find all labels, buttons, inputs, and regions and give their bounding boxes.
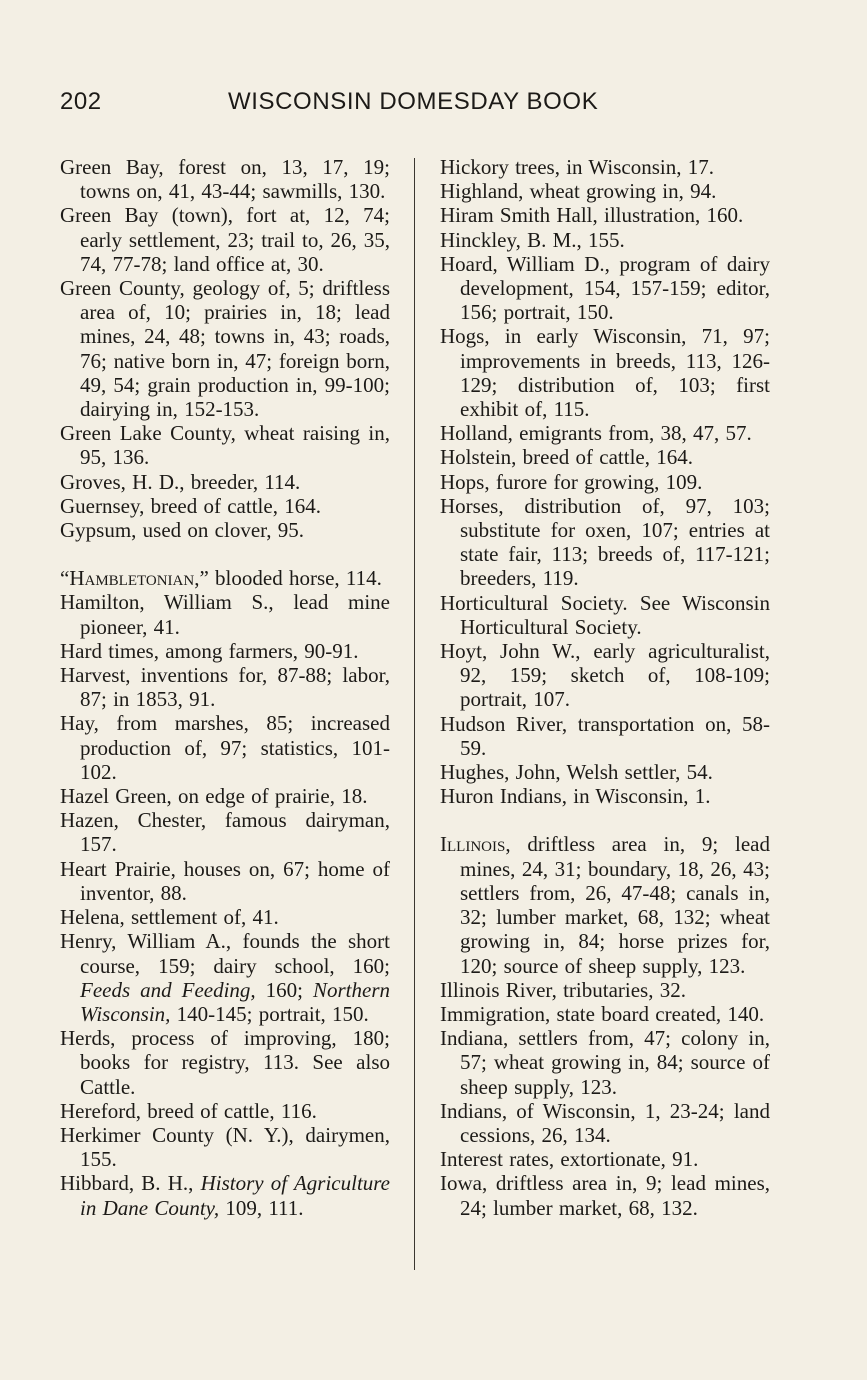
entry-text: Hazen, Chester, famous dairyman, 157. <box>60 808 390 857</box>
entry-text: ,” blooded horse, 114. <box>194 566 382 591</box>
entry-text: Hogs, in early Wisconsin, 71, 97; improvements in breeds, 113, 126-129; distribution of, 103; first exhibit of, 115. <box>440 324 770 422</box>
entry-text: Hudson River, transportation on, 58-59. <box>440 711 770 760</box>
index-entry <box>60 1099 390 1123</box>
entry-italic-text: Feeds and Feeding, <box>80 977 256 1002</box>
index-entry <box>60 276 390 421</box>
entry-text: Hard times, among farmers, 90-91. <box>60 638 359 663</box>
entry-text: Immigration, state board created, 140. <box>440 1001 765 1026</box>
index-entry <box>440 421 770 445</box>
entry-text: Hereford, breed of cattle, 116. <box>60 1098 317 1123</box>
index-entry <box>60 1171 390 1219</box>
index-entry <box>440 978 770 1002</box>
entry-smallcaps-text: Illinois <box>440 832 506 857</box>
entry-smallcaps-text: Hambletonian <box>69 566 195 591</box>
book-title: WISCONSIN DOMESDAY BOOK <box>228 88 599 115</box>
entry-text: 140-145; portrait, 150. <box>170 1001 369 1026</box>
entry-text: , driftless area in, 9; lead mines, 24, 31; boundary, 18, 26, 43; settlers from, 26, 47-48; canals in, 32; lumber market, 68, 132; wheat growing in, 84; horse prizes for, 120; source of sheep supply, 123. <box>460 832 770 978</box>
index-entry <box>60 784 390 808</box>
entry-text: Iowa, driftless area in, 9; lead mines, 24; lumber market, 68, 132. <box>440 1171 770 1220</box>
index-entry <box>440 1002 770 1026</box>
column-divider <box>414 158 415 1270</box>
index-entry <box>440 252 770 325</box>
entry-text: Guernsey, breed of cattle, 164. <box>60 493 321 518</box>
entry-text: Hazel Green, on edge of prairie, 18. <box>60 784 368 809</box>
entry-text: Indians, of Wisconsin, 1, 23-24; land cessions, 26, 134. <box>440 1098 770 1147</box>
page-number: 202 <box>60 88 102 115</box>
index-entry <box>60 639 390 663</box>
index-column-left <box>60 155 390 1220</box>
index-entry <box>60 857 390 905</box>
entry-text: 160; <box>255 977 313 1002</box>
entry-text: Herkimer County (N. Y.), dairymen, 155. <box>60 1122 390 1172</box>
index-entry <box>60 808 390 856</box>
entry-italic-text: Northern Wisconsin, <box>80 977 390 1026</box>
entry-text: Hiram Smith Hall, illustration, 160. <box>440 203 744 228</box>
entry-text: Hinckley, B. M., 155. <box>440 227 625 252</box>
entry-text: Herds, process of improving, 180; books for registry, 113. See also Cattle. <box>60 1026 390 1099</box>
index-entry <box>440 228 770 252</box>
index-entry <box>60 1026 390 1099</box>
entry-text: “ <box>60 566 70 591</box>
entry-text: Holland, emigrants from, 38, 47, 57. <box>440 421 752 446</box>
index-entry <box>440 203 770 227</box>
index-entry <box>440 324 770 421</box>
entry-text: Hoard, William D., program of dairy development, 154, 157-159; editor, 156; portrait, 150. <box>440 251 770 325</box>
entry-text: 109, 111. <box>219 1195 304 1220</box>
entry-text: Harvest, inventions for, 87-88; labor, 87; in 1853, 91. <box>60 663 390 712</box>
entry-text: Interest rates, extortionate, 91. <box>440 1147 699 1172</box>
index-entry <box>60 1123 390 1171</box>
entry-text: Hay, from marshes, 85; increased production of, 97; statistics, 101-102. <box>60 711 390 784</box>
index-entry <box>60 663 390 711</box>
entry-text: Huron Indians, in Wisconsin, 1. <box>440 784 711 809</box>
entry-italic-text: History of Agriculture in Dane County, <box>80 1171 390 1220</box>
index-entry <box>60 929 390 1026</box>
entry-text: Hamilton, William S., lead mine pioneer, 41. <box>60 590 390 639</box>
entry-text: Hoyt, John W., early agriculturalist, 92, 159; sketch of, 108-109; portrait, 107. <box>440 639 770 712</box>
index-column-right <box>440 155 770 1220</box>
index-entry <box>440 494 770 591</box>
entry-text: Green County, geology of, 5; driftless area of, 10; prairies in, 18; lead mines, 24, 48; towns in, 43; roads, 76; native born in, 47; foreign born, 49, 54; grain production in, 99-100; dairying in, 152-153. <box>60 276 390 422</box>
entry-text: Green Lake County, wheat raising in, 95, 136. <box>60 421 390 470</box>
entry-text: Hibbard, B. H., <box>60 1171 201 1196</box>
entry-text: Horses, distribution of, 97, 103; substitute for oxen, 107; entries at state fair, 113; breeds of, 117-121; breeders, 119. <box>440 493 770 591</box>
entry-text: Hughes, John, Welsh settler, 54. <box>440 760 713 785</box>
index-entry <box>440 1099 770 1147</box>
index-entry <box>60 494 390 518</box>
entry-text: Gypsum, used on clover, 95. <box>60 518 305 543</box>
index-entry <box>440 1026 770 1099</box>
index-entry <box>60 711 390 784</box>
entry-text: Henry, William A., founds the short course, 159; dairy school, 160; <box>60 929 390 978</box>
index-entry <box>440 712 770 760</box>
entry-text: Heart Prairie, houses on, 67; home of inventor, 88. <box>60 856 390 905</box>
index-entry <box>60 421 390 469</box>
entry-text: Helena, settlement of, 41. <box>60 905 279 930</box>
running-head <box>60 88 815 122</box>
entry-text: Horticultural Society. See Wisconsin Horticultural Society. <box>440 590 770 639</box>
index-entry <box>440 179 770 203</box>
index-entry <box>440 832 770 977</box>
index-entry <box>60 518 390 542</box>
index-entry <box>60 590 390 638</box>
index-entry <box>60 470 390 494</box>
index-entry <box>60 566 390 590</box>
index-entry <box>440 591 770 639</box>
index-entry <box>60 905 390 929</box>
index-entry <box>60 203 390 276</box>
index-entry <box>440 470 770 494</box>
index-entry <box>60 155 390 203</box>
index-entry <box>440 760 770 784</box>
entry-text: Hickory trees, in Wisconsin, 17. <box>440 155 714 179</box>
index-entry <box>440 1147 770 1171</box>
entry-text: Green Bay, forest on, 13, 17, 19; towns on, 41, 43-44; sawmills, 130. <box>60 155 390 204</box>
entry-text: Groves, H. D., breeder, 114. <box>60 469 301 494</box>
index-entry <box>440 1171 770 1219</box>
entry-text: Hops, furore for growing, 109. <box>440 469 703 494</box>
index-entry <box>440 784 770 808</box>
index-entry <box>440 445 770 469</box>
entry-text: Indiana, settlers from, 47; colony in, 57; wheat growing in, 84; source of sheep supply, 123. <box>440 1026 770 1099</box>
entry-text: Green Bay (town), fort at, 12, 74; early settlement, 23; trail to, 26, 35, 74, 77-78; land office at, 30. <box>60 203 390 276</box>
entry-text: Highland, wheat growing in, 94. <box>440 179 717 204</box>
index-entry <box>440 639 770 712</box>
entry-text: Illinois River, tributaries, 32. <box>440 977 686 1002</box>
index-entry <box>440 155 770 179</box>
entry-text: Holstein, breed of cattle, 164. <box>440 445 694 470</box>
